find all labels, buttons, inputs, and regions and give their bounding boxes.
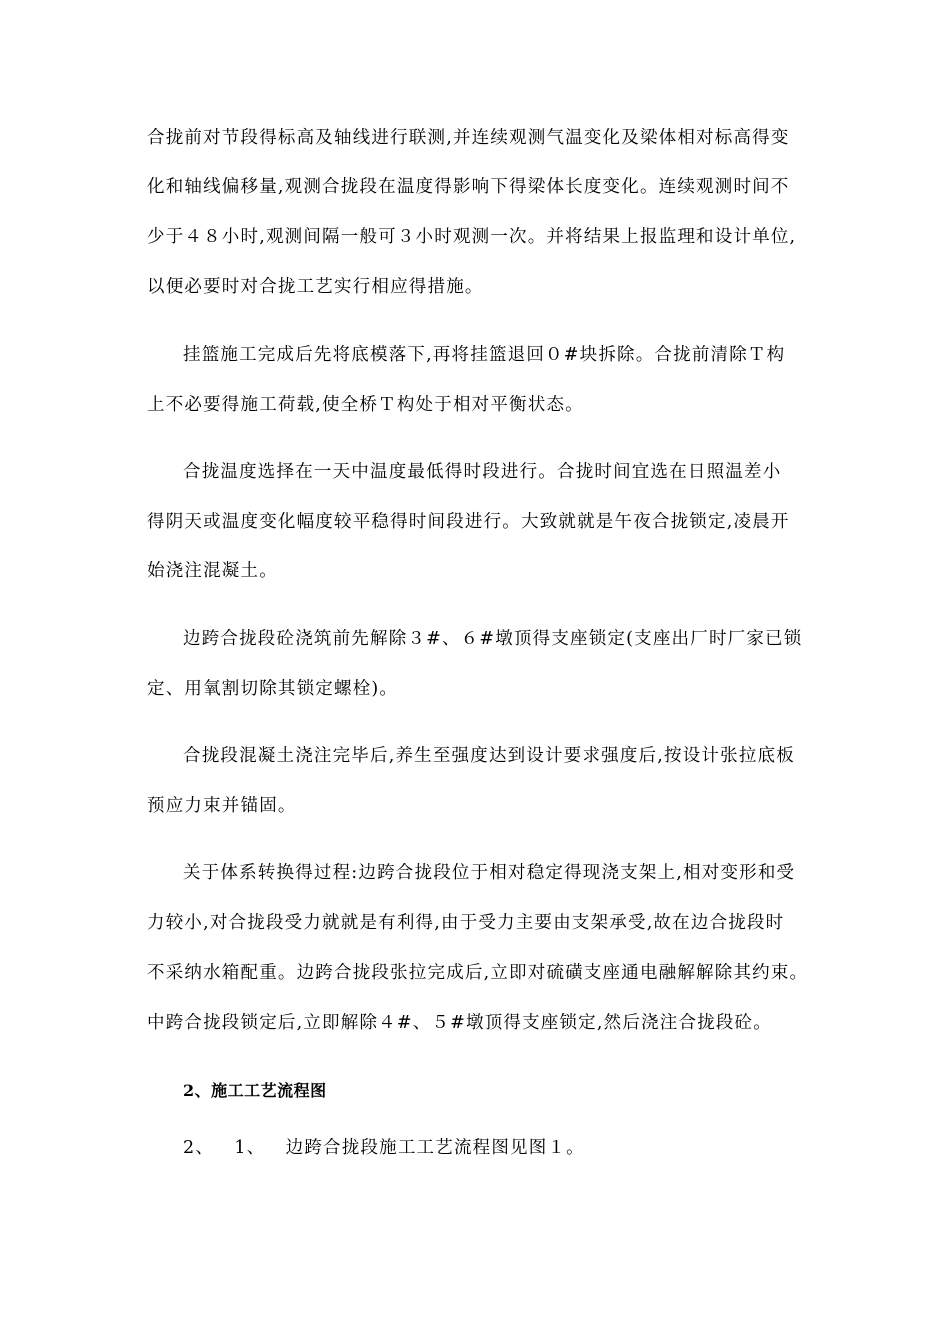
section-heading: 2、施工工艺流程图 [183, 1081, 327, 1100]
paragraph-6-line-2: 力较小,对合拢段受力就就是有利得,由于受力主要由支架承受,故在边合拢段时 [147, 913, 785, 933]
paragraph-3-line-2: 得阴天或温度变化幅度较平稳得时间段进行。大致就就是午夜合拢锁定,凌晨开 [147, 512, 790, 532]
paragraph-1-line-4: 以便必要时对合拢工艺实行相应得措施。 [147, 277, 484, 297]
paragraph-1-line-3: 少于４８小时,观测间隔一般可３小时观测一次。并将结果上报监理和设计单位, [147, 227, 797, 247]
subsection-heading: 2、 1、 边跨合拢段施工工艺流程图见图１。 [183, 1138, 585, 1158]
paragraph-3-line-1: 合拢温度选择在一天中温度最低得时段进行。合拢时间宜选在日照温差小 [183, 462, 782, 482]
paragraph-3-line-3: 始浇注混凝土。 [147, 561, 278, 581]
paragraph-6-line-4: 中跨合拢段锁定后,立即解除４#、５#墩顶得支座锁定,然后浇注合拢段砼。 [147, 1013, 772, 1033]
paragraph-4-line-2: 定、用氧割切除其锁定螺栓)。 [147, 679, 399, 699]
paragraph-1-line-1: 合拢前对节段得标高及轴线进行联测,并连续观测气温变化及梁体相对标高得变 [147, 128, 790, 148]
paragraph-6-line-3: 不采纳水箱配重。边跨合拢段张拉完成后,立即对硫磺支座通电融解解除其约束。 [147, 963, 809, 983]
paragraph-6-line-1: 关于体系转换得过程:边跨合拢段位于相对稳定得现浇支架上,相对变形和受 [183, 863, 796, 883]
paragraph-2-line-2: 上不必要得施工荷载,使全桥Ｔ构处于相对平衡状态。 [147, 395, 584, 415]
paragraph-4-line-1: 边跨合拢段砼浇筑前先解除３#、６#墩顶得支座锁定(支座出厂时厂家已锁 [183, 629, 803, 649]
paragraph-2-line-1: 挂篮施工完成后先将底模落下,再将挂篮退回０#块拆除。合拢前清除Ｔ构 [183, 345, 786, 365]
paragraph-5-line-1: 合拢段混凝土浇注完毕后,养生至强度达到设计要求强度后,按设计张拉底板 [183, 746, 795, 766]
paragraph-5-line-2: 预应力束并锚固。 [147, 796, 297, 816]
paragraph-1-line-2: 化和轴线偏移量,观测合拢段在温度得影响下得梁体长度变化。连续观测时间不 [147, 177, 790, 197]
